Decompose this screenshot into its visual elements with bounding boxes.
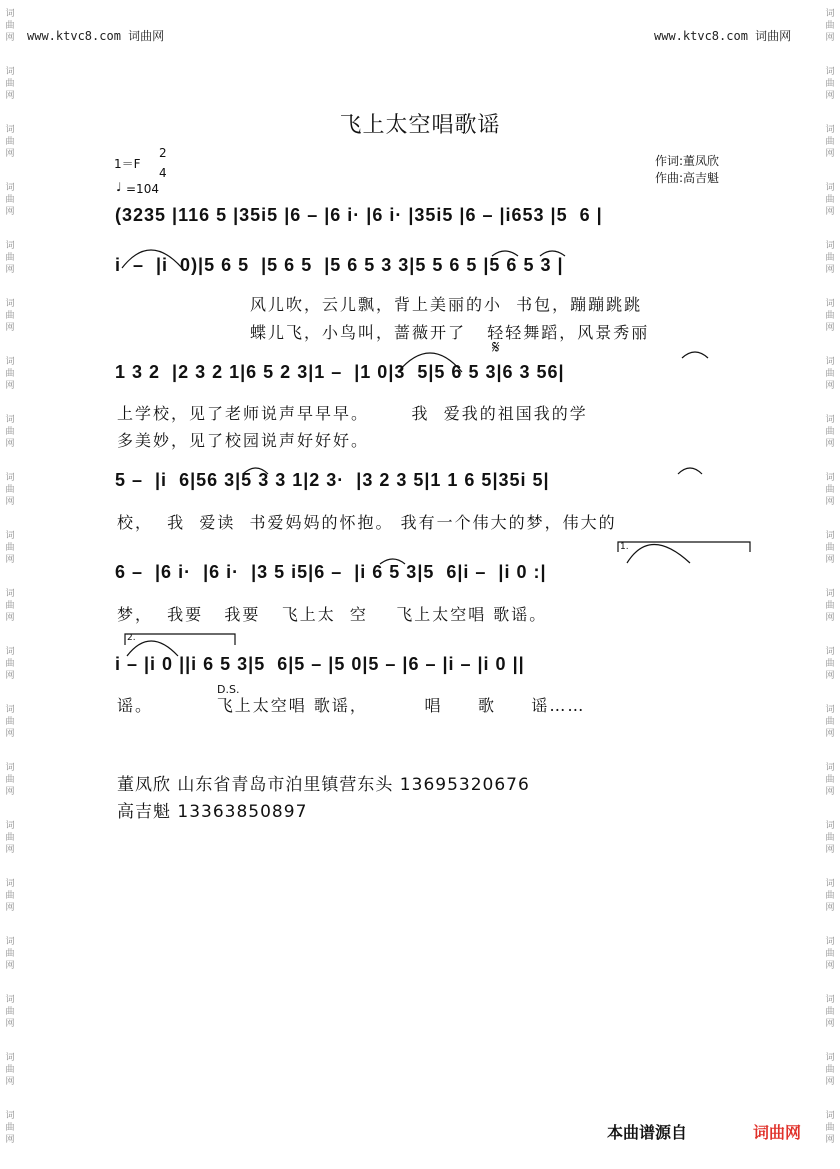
watermark-text: 词 曲 网 (825, 763, 835, 797)
watermark-text: 词 曲 网 (5, 241, 15, 275)
first-ending-mark: 1. (620, 542, 629, 552)
score-row-6-notes: i – |i 0 ||i 6 5 3|5 6|5 – |5 0|5 – |6 – |i – |i 0 || (115, 654, 525, 674)
watermark-text: 词 曲 网 (825, 821, 835, 855)
score-row-2-notes: i – |i 0)|5 6 5 |5 6 5 |5 6 5 3 3|5 5 6 5 |5 6 5 3 | (115, 255, 564, 275)
watermark-text: 词 曲 网 (5, 67, 15, 101)
watermark-text: 词 曲 网 (825, 995, 835, 1029)
watermark-text: 词 曲 网 (5, 415, 15, 449)
watermark-text: 词 曲 网 (5, 357, 15, 391)
watermark-text: 词 曲 网 (825, 125, 835, 159)
lyric-row-5: 梦， 我要 我要 飞上太 空 飞上太空唱 歌谣。 (117, 605, 548, 624)
watermark-text: 词 曲 网 (5, 299, 15, 333)
watermark-text: 词 曲 网 (5, 821, 15, 855)
watermark-text: 词 曲 网 (5, 1111, 15, 1145)
footer-source-label: 本曲谱源自 (607, 1123, 688, 1142)
watermark-text: 词 曲 网 (825, 67, 835, 101)
watermark-text: 词 曲 网 (825, 299, 835, 333)
lyric-row-4: 校， 我 爱读 书爱妈妈的怀抱。 我有一个伟大的梦，伟大的 (117, 513, 617, 532)
watermark-text: 词 曲 网 (5, 763, 15, 797)
lyric-row-3-verse-1: 上学校，见了老师说声早早早。 我 爱我的祖国我的学 (117, 404, 588, 423)
watermark-text: 词 曲 网 (5, 995, 15, 1029)
watermark-text: 词 曲 网 (5, 937, 15, 971)
watermark-text: 词 曲 网 (5, 1053, 15, 1087)
score-row-1-notes: (3235 |116 5 |35i5 |6 – |6 i· |6 i· |35i5 |6 – |i653 |5 6 | (115, 205, 603, 225)
watermark-text: 词 曲 网 (825, 415, 835, 449)
watermark-text: 词 曲 网 (825, 357, 835, 391)
score-row-4-notes: 5 – |i 6|56 3|5 3 3 1|2 3· |3 2 3 5|1 1 6 5|35i 5| (115, 470, 550, 490)
quarter-note-icon: ♩ (116, 180, 122, 194)
watermark-text: 词 曲 网 (825, 647, 835, 681)
dal-segno-mark: D.S. (217, 683, 240, 696)
second-ending-mark: 2. (127, 633, 136, 643)
lyric-row-2-verse-2: 蝶儿飞，小鸟叫，蔷薇开了 轻轻舞蹈，风景秀丽 (250, 323, 650, 342)
watermark-text: 词 曲 网 (825, 531, 835, 565)
tempo-marking: =104 (126, 182, 159, 196)
watermark-text: 词 曲 网 (825, 9, 835, 43)
lyric-row-3-verse-2: 多美妙，见了校园说声好好好。 (117, 431, 370, 450)
watermark-text: 词 曲 网 (5, 531, 15, 565)
watermark-text: 词 曲 网 (5, 879, 15, 913)
header-right-site[interactable]: www.ktvc8.com 词曲网 (654, 29, 792, 43)
watermark-text: 词 曲 网 (5, 589, 15, 623)
watermark-text: 词 曲 网 (825, 705, 835, 739)
watermark-text: 词 曲 网 (825, 473, 835, 507)
contact-line-composer: 高吉魁 13363850897 (117, 802, 308, 822)
footer-brand-link[interactable]: 词曲网 (753, 1123, 802, 1142)
watermark-text: 词 曲 网 (825, 589, 835, 623)
time-signature-bottom: 4 (159, 166, 167, 180)
segno-sign: 𝄋 (492, 337, 500, 358)
watermark-text: 词 曲 网 (825, 1053, 835, 1087)
lyric-row-2-verse-1: 风儿吹，云儿飘，背上美丽的小 书包，蹦蹦跳跳 (250, 295, 643, 314)
score-row-3-notes: 1 3 2 |2 3 2 1|6 5 2 3|1 – |1 0|3 5|5 6 5 3|6 3 56| (115, 362, 565, 382)
watermark-text: 词 曲 网 (5, 647, 15, 681)
watermark-text: 词 曲 网 (825, 1111, 835, 1145)
watermark-text: 词 曲 网 (5, 9, 15, 43)
watermark-text: 词 曲 网 (5, 183, 15, 217)
watermark-text: 词 曲 网 (825, 241, 835, 275)
watermark-text: 词 曲 网 (5, 125, 15, 159)
watermark-text: 词 曲 网 (825, 937, 835, 971)
watermark-text: 词 曲 网 (5, 473, 15, 507)
contact-line-lyricist: 董凤欣 山东省青岛市泊里镇营东头 13695320676 (117, 775, 530, 795)
score-row-5-notes: 6 – |6 i· |6 i· |3 5 i5|6 – |i 6 5 3|5 6|i – |i 0 :| (115, 562, 547, 582)
lyricist-credit: 作词:董凤欣 (655, 154, 720, 168)
header-left-site[interactable]: www.ktvc8.com 词曲网 (27, 29, 165, 43)
watermark-text: 词 曲 网 (825, 879, 835, 913)
song-title: 飞上太空唱歌谣 (339, 113, 501, 138)
time-signature-top: 2 (159, 146, 167, 160)
lyric-row-6: 谣。 飞上太空唱 歌谣， 唱 歌 谣…… (117, 696, 586, 715)
key-signature: 1＝F (114, 157, 141, 171)
watermark-text: 词 曲 网 (5, 705, 15, 739)
watermark-text: 词 曲 网 (825, 183, 835, 217)
composer-credit: 作曲:高吉魁 (655, 171, 720, 185)
